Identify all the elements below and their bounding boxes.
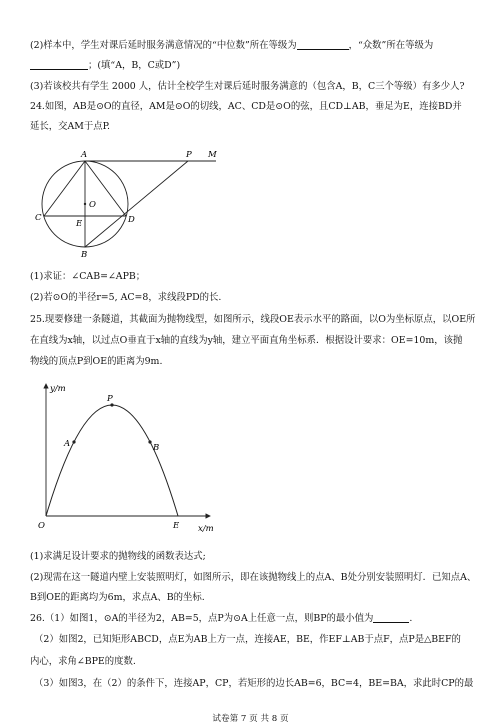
- q23-part3: (3)若该校共有学生 2000 人，估计全校学生对课后延时服务满意的（包含A，B，C三个等级）有多少人?: [30, 81, 465, 92]
- point-a: [72, 440, 75, 443]
- page-footer: 试卷第 7 页 共 8 页: [212, 714, 289, 724]
- chord-ac: [44, 161, 85, 216]
- q23-part2-text-c: ；(填“A，B，C或D”): [88, 60, 181, 71]
- label-b: B: [153, 443, 160, 453]
- label-e: E: [76, 219, 83, 229]
- answer-blank-median[interactable]: [297, 39, 349, 50]
- q24-stem-line2: 延长，交AM于点P.: [30, 121, 111, 132]
- label-a: A: [64, 439, 71, 449]
- label-x-axis: x/m: [198, 524, 214, 534]
- answer-blank-mode[interactable]: [30, 59, 88, 70]
- parabola-curve: [46, 405, 178, 516]
- q26-part1: [30, 612, 480, 625]
- q25-part2-line1: (2)现需在这一隧道内壁上安装照明灯，如图所示，即在该抛物线上的点A、B处分别安装照明灯．已知点A、: [30, 572, 477, 583]
- q25-part1: (1)求满足设计要求的抛物线的函数表达式;: [30, 551, 206, 562]
- label-p: P: [186, 150, 192, 160]
- segment-bp: [85, 161, 188, 247]
- q26-part1-period: .: [409, 613, 413, 624]
- label-c: C: [35, 213, 42, 223]
- q26-part2-line1: （2）如图2，已知矩形ABCD，点E为AB上方一点，连接AE，BE，作EF⊥AB于点F，点P是△BEF的: [34, 634, 461, 645]
- label-m: M: [208, 150, 217, 160]
- label-e: E: [173, 521, 180, 531]
- q23-part2-text-a: (2)样本中，学生对课后延时服务满意情况的“中位数”所在等级为: [30, 40, 297, 51]
- q26-part3: （3）如图3，在（2）的条件下，连接AP，CP，若矩形的边长AB=6，BC=4，BE=BA，求此时CP的最: [34, 678, 474, 689]
- q25-stem-line3: 物线的顶点P到OE的距离为9m.: [30, 356, 163, 367]
- label-b: B: [81, 250, 88, 260]
- label-d: D: [128, 215, 135, 225]
- q24-stem-line1: 24.如图，AB是⊙O的直径，AM是⊙O的切线，AC、CD是⊙O的弦，且CD⊥AB，垂足为E，连接BD并: [30, 101, 462, 112]
- label-origin: O: [38, 521, 45, 531]
- label-o: O: [89, 200, 96, 210]
- q26-part2-line2: 内心，求角∠BPE的度数.: [30, 656, 136, 667]
- label-y-axis: y/m: [50, 384, 66, 394]
- point-o: [84, 203, 86, 205]
- q25-stem-line1: 25.现要修建一条隧道，其截面为抛物线型，如图所示，线段OE表示水平的路面，以O为坐标原点，以OE所: [30, 314, 476, 325]
- q23-part2: [30, 39, 480, 52]
- q24-part1: (1)求证：∠CAB=∠APB；: [30, 271, 146, 282]
- q25-parabola-figure: [28, 378, 228, 538]
- label-p: P: [107, 394, 113, 404]
- q26-part1-text: 26.（1）如图1，⊙A的半径为2，AB=5，点P为⊙A上任意一点，则BP的最小值为: [30, 613, 374, 624]
- answer-blank-bp-min[interactable]: [373, 612, 409, 623]
- label-a: A: [81, 150, 88, 160]
- point-b: [148, 440, 151, 443]
- q25-part2-line2: B到OE的距离均为6m，求点A、B的坐标.: [30, 592, 205, 603]
- q25-stem-line2: 在直线为x轴，以过点O垂直于x轴的直线为y轴，建立平面直角坐标系．根据设计要求：OE=10m，该抛: [30, 335, 463, 346]
- q24-circle-figure: [28, 146, 228, 260]
- q23-part2-line2: [30, 59, 480, 72]
- q23-part2-text-b: ，“众数”所在等级为: [348, 40, 434, 51]
- q24-part2: (2)若⊙O的半径r=5, AC=8，求线段PD的长.: [30, 292, 222, 303]
